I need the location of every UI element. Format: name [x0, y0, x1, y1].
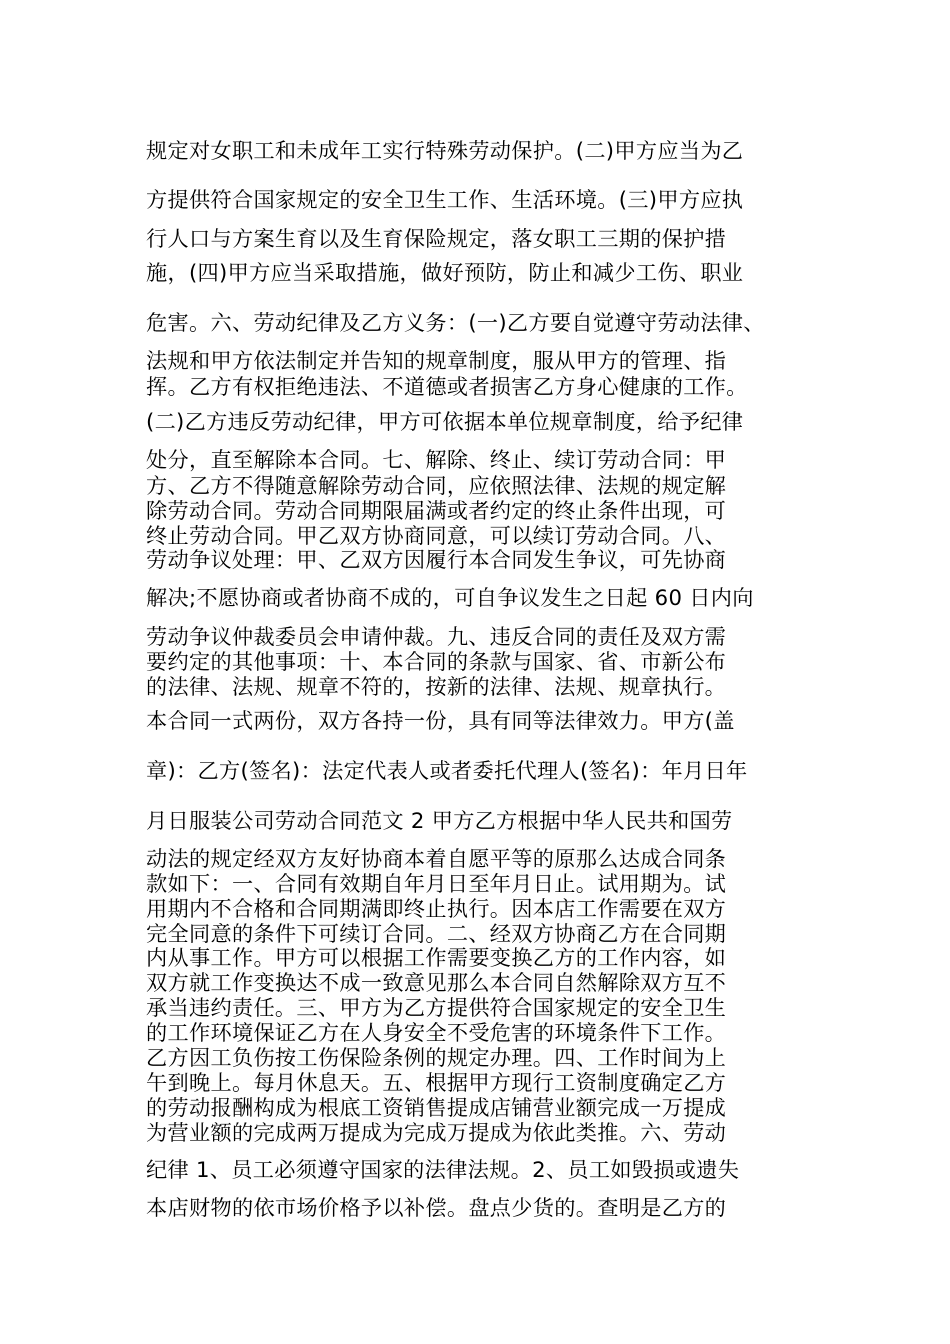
text-line: 动法的规定经双方友好协商本着自愿平等的原那么达成合同条	[146, 846, 727, 871]
text-line: 规定对女职工和未成年工实行特殊劳动保护。(二)甲方应当为乙	[146, 138, 744, 163]
text-line: 乙方因工负伤按工伤保险条例的规定办理。四、工作时间为上	[146, 1045, 727, 1070]
text-line: 完全同意的条件下可续订合同。二、经双方协商乙方在合同期	[146, 921, 727, 946]
text-line: 双方就工作变换达不成一致意见那么本合同自然解除双方互不	[146, 970, 727, 995]
text-line: 款如下：一、合同有效期自年月日至年月日止。试用期为。试	[146, 871, 727, 896]
text-line: 内从事工作。甲方可以根据工作需要变换乙方的工作内容，如	[146, 945, 727, 970]
text-line: 行人口与方案生育以及生育保险规定，落女职工三期的保护措	[146, 226, 727, 251]
text-line: 的劳动报酬构成为根底工资销售提成店铺营业额完成一万提成	[146, 1095, 727, 1120]
text-line: 施，(四)甲方应当采取措施，做好预防，防止和减少工伤、职业	[146, 260, 744, 285]
text-line: 本合同一式两份，双方各持一份，具有同等法律效力。甲方(盖	[146, 708, 735, 733]
text-line: (二)乙方违反劳动纪律，甲方可依据本单位规章制度，给予纪律	[146, 409, 744, 434]
text-line: 终止劳动合同。甲乙双方协商同意，可以续订劳动合同。八、	[146, 523, 727, 548]
text-line: 挥。乙方有权拒绝违法、不道德或者损害乙方身心健康的工作。	[146, 374, 748, 399]
text-line: 劳动争议处理：甲、乙双方因履行本合同发生争议，可先协商	[146, 547, 727, 572]
text-line: 承当违约责任。三、甲方为乙方提供符合国家规定的安全卫生	[146, 995, 727, 1020]
text-line: 危害。六、劳动纪律及乙方义务：(一)乙方要自觉遵守劳动法律、	[146, 310, 765, 335]
text-line: 章)：乙方(签名)：法定代表人或者委托代理人(签名)：年月日年	[146, 758, 748, 783]
text-line: 的法律、法规、规章不符的，按新的法律、法规、规章执行。	[146, 674, 727, 699]
text-line: 要约定的其他事项：十、本合同的条款与国家、省、市新公布	[146, 649, 727, 674]
text-line: 纪律 1、员工必须遵守国家的法律法规。2、员工如毁损或遗失	[146, 1157, 740, 1182]
text-line: 本店财物的依市场价格予以补偿。盘点少货的。查明是乙方的	[146, 1195, 727, 1220]
text-line: 为营业额的完成两万提成为完成万提成为依此类推。六、劳动	[146, 1120, 727, 1145]
text-line: 的工作环境保证乙方在人身安全不受危害的环境条件下工作。	[146, 1020, 727, 1045]
text-line: 处分，直至解除本合同。七、解除、终止、续订劳动合同：甲	[146, 447, 727, 472]
text-line: 解决;不愿协商或者协商不成的，可自争议发生之日起 60 日内向	[146, 585, 754, 610]
text-line: 方提供符合国家规定的安全卫生工作、生活环境。(三)甲方应执	[146, 187, 744, 212]
text-line: 方、乙方不得随意解除劳动合同，应依照法律、法规的规定解	[146, 473, 727, 498]
text-line: 法规和甲方依法制定并告知的规章制度，服从甲方的管理、指	[146, 348, 727, 373]
text-line: 月日服装公司劳动合同范文 2 甲方乙方根据中华人民共和国劳	[146, 808, 733, 833]
text-line: 午到晚上。每月休息天。五、根据甲方现行工资制度确定乙方	[146, 1070, 727, 1095]
text-line: 除劳动合同。劳动合同期限届满或者约定的终止条件出现，可	[146, 498, 727, 523]
text-line: 用期内不合格和合同期满即终止执行。因本店工作需要在双方	[146, 896, 727, 921]
text-line: 劳动争议仲裁委员会申请仲裁。九、违反合同的责任及双方需	[146, 624, 727, 649]
